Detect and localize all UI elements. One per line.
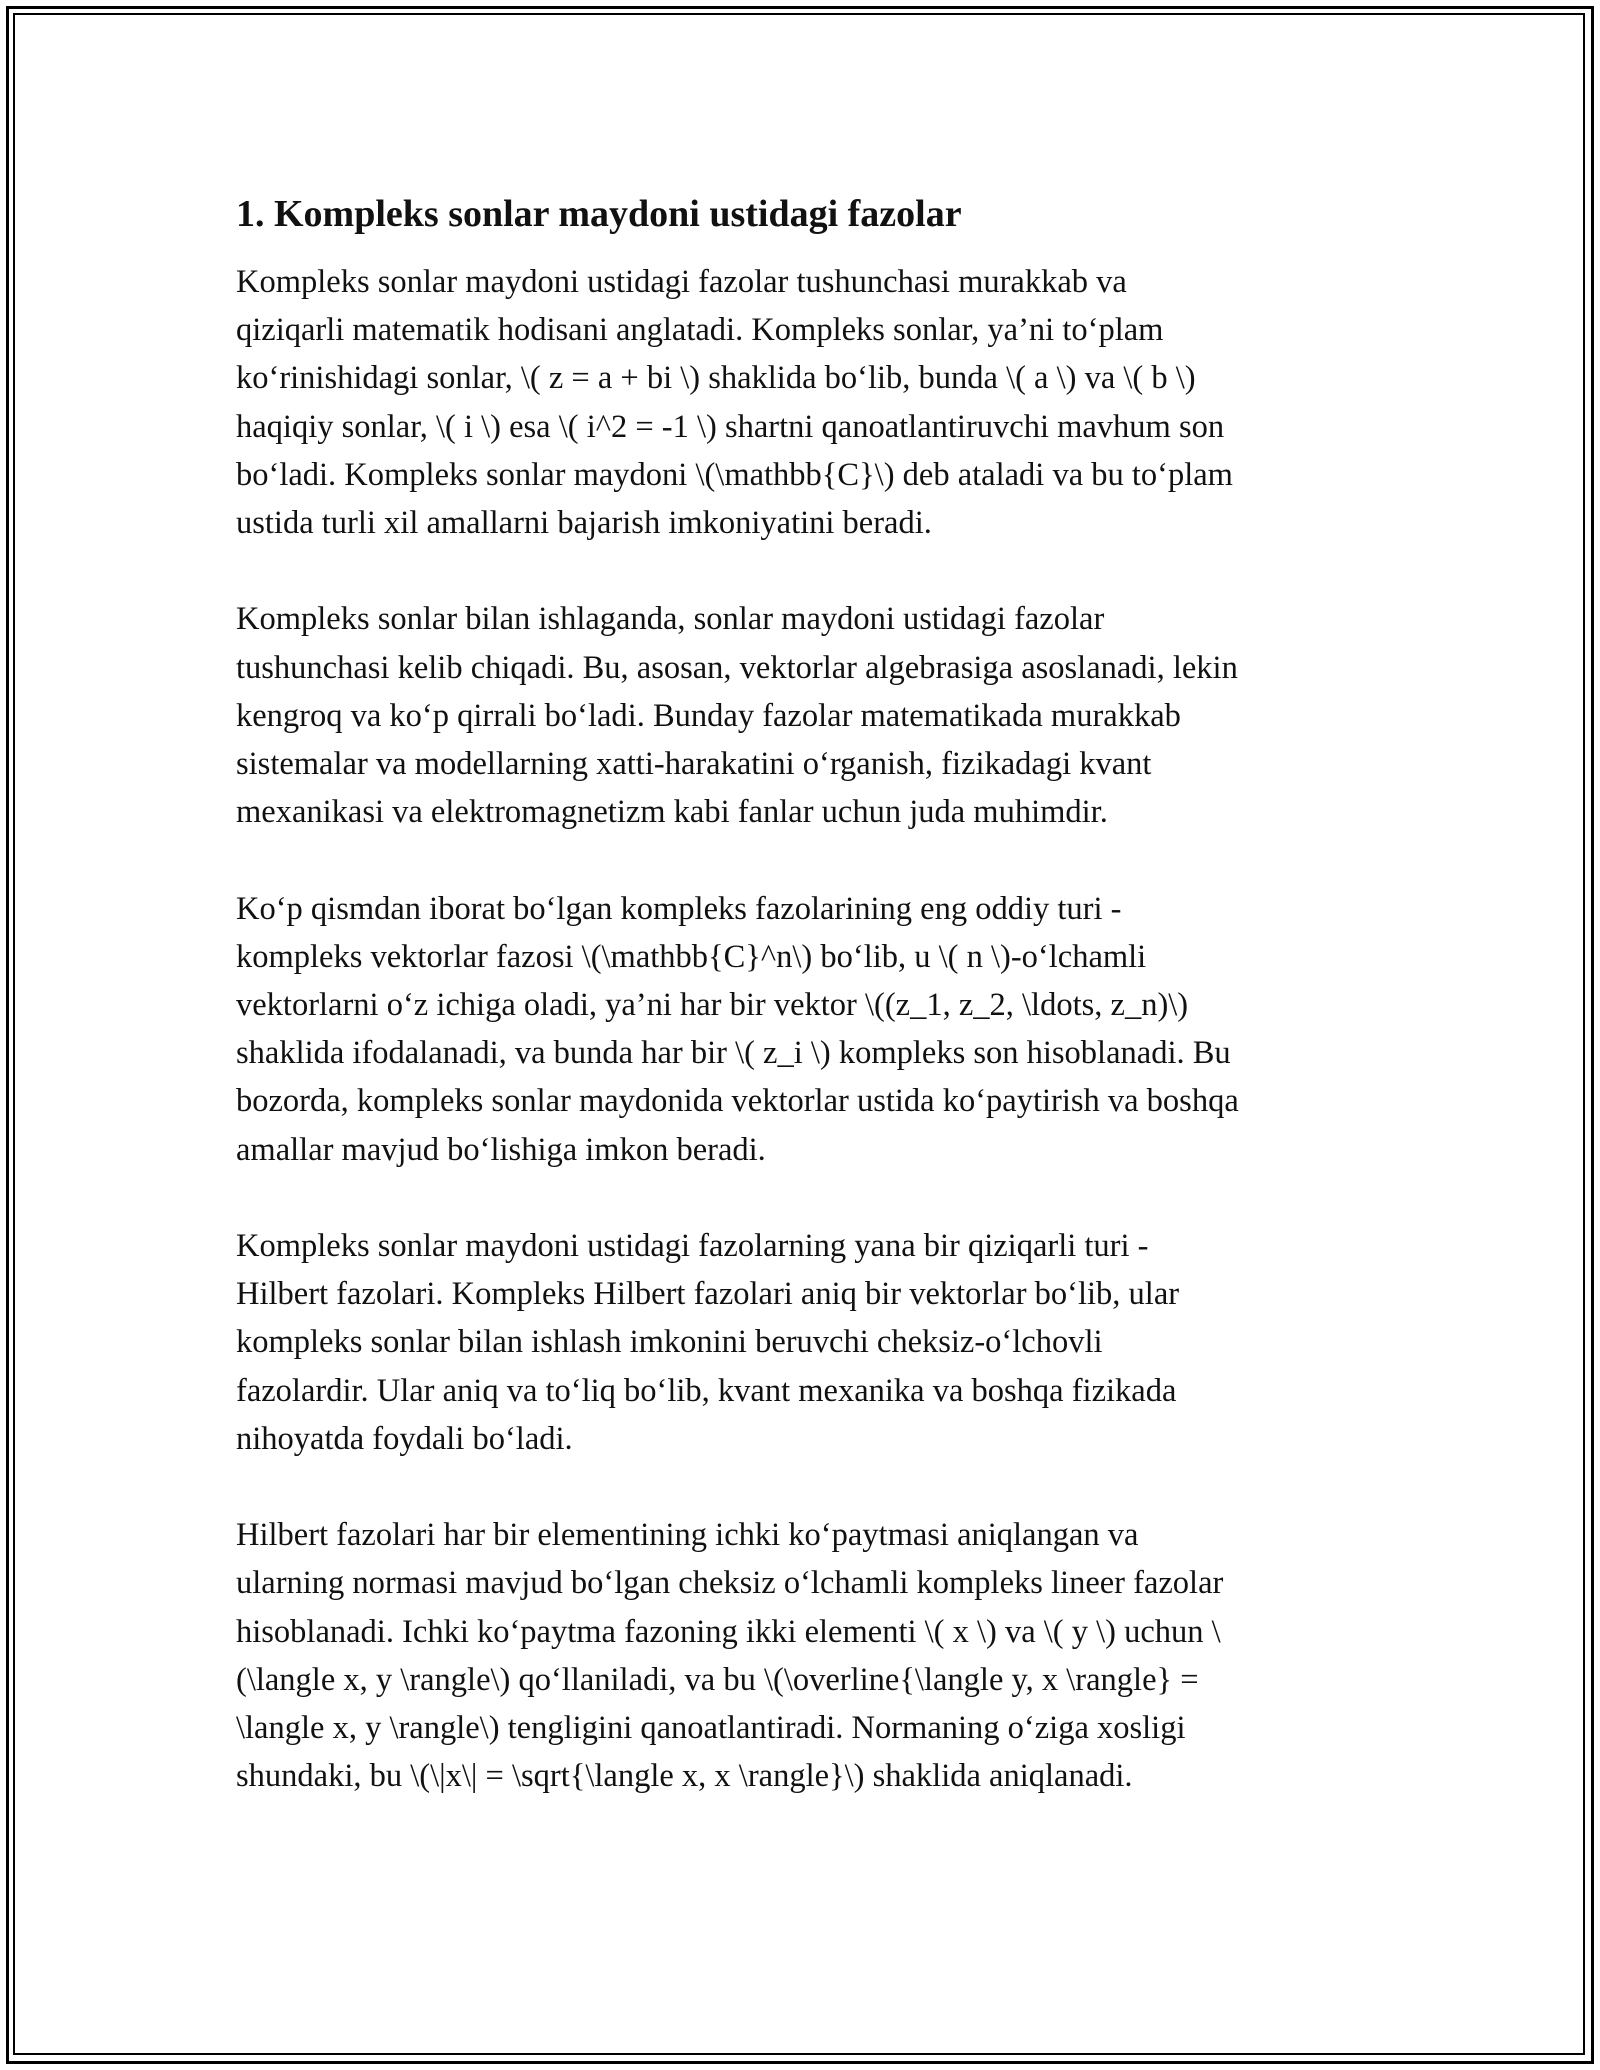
text-line: ustida turli xil amallarni bajarish imkoniyatini beradi.	[236, 505, 932, 542]
text-line: ularning normasi mavjud bo‘lgan cheksiz o‘lchamli kompleks lineer fazolar	[236, 1565, 1224, 1602]
text-line: qiziqarli matematik hodisani anglatadi. Kompleks sonlar, ya’ni to‘plam	[236, 312, 1164, 349]
text-line: hisoblanadi. Ichki ko‘paytma fazoning ikki elementi \( x \) va \( y \) uchun \	[236, 1613, 1221, 1650]
text-line: Ko‘p qismdan iborat bo‘lgan kompleks fazolarining eng oddiy turi -	[236, 890, 1122, 927]
text-line: kengroq va ko‘p qirrali bo‘ladi. Bunday fazolar matematikada murakkab	[236, 697, 1181, 734]
text-line: kompleks vektorlar fazosi \(\mathbb{C}^n\) bo‘lib, u \( n \)-o‘lchamli	[236, 938, 1147, 975]
text-line: bozorda, kompleks sonlar maydonida vektorlar ustida ko‘paytirish va boshqa	[236, 1083, 1239, 1120]
text-line: Kompleks sonlar maydoni ustidagi fazolar tushunchasi murakkab va	[236, 264, 1127, 300]
paragraph-4	[236, 1222, 1376, 1463]
paragraph-1	[236, 258, 1376, 547]
text-line: fazolardir. Ular aniq va to‘liq bo‘lib, kvant mexanika va boshqa fizikada	[236, 1372, 1177, 1409]
text-line: bo‘ladi. Kompleks sonlar maydoni \(\mathbb{C}\) deb ataladi va bu to‘plam	[236, 456, 1233, 493]
text-line: Kompleks sonlar maydoni ustidagi fazolarning yana bir qiziqarli turi -	[236, 1228, 1149, 1265]
text-line: nihoyatda foydali bo‘ladi.	[236, 1420, 573, 1457]
paragraph-3	[236, 885, 1376, 1174]
text-line: Kompleks sonlar bilan ishlaganda, sonlar maydoni ustidagi fazolar	[236, 601, 1105, 638]
text-line: (\langle x, y \rangle\) qo‘llaniladi, va bu \(\overline{\langle y, x \rangle} =	[236, 1661, 1199, 1698]
paragraph-5	[236, 1511, 1376, 1800]
text-line: tushunchasi kelib chiqadi. Bu, asosan, vektorlar algebrasiga asoslanadi, lekin	[236, 649, 1238, 686]
text-line: vektorlarni o‘z ichiga oladi, ya’ni har bir vektor \((z_1, z_2, \ldots, z_n)\)	[236, 987, 1189, 1024]
text-line: shaklida ifodalanadi, va bunda har bir \( z_i \) kompleks son hisoblanadi. Bu	[236, 1035, 1231, 1072]
text-line: kompleks sonlar bilan ishlash imkonini beruvchi cheksiz-o‘lchovli	[236, 1324, 1103, 1361]
text-line: Hilbert fazolari. Kompleks Hilbert fazolari aniq bir vektorlar bo‘lib, ular	[236, 1276, 1180, 1313]
text-line: sistemalar va modellarning xatti-harakatini o‘rganish, fizikadagi kvant	[236, 746, 1152, 783]
text-line: ko‘rinishidagi sonlar, \( z = a + bi \) shaklida bo‘lib, bunda \( a \) va \( b \)	[236, 360, 1196, 397]
paragraph-2	[236, 595, 1376, 836]
text-line: \langle x, y \rangle\) tengligini qanoatlantiradi. Normaning o‘ziga xosligi	[236, 1710, 1186, 1747]
text-line: Hilbert fazolari har bir elementining ichki ko‘paytmasi aniqlangan va	[236, 1517, 1139, 1554]
text-line: haqiqiy sonlar, \( i \) esa \( i^2 = -1 \) shartni qanoatlantiruvchi mavhum son	[236, 408, 1225, 445]
section-heading: 1. Kompleks sonlar maydoni ustidagi fazolar	[236, 193, 962, 235]
text-line: mexanikasi va elektromagnetizm kabi fanlar uchun juda muhimdir.	[236, 794, 1108, 831]
text-line: shundaki, bu \(\|x\| = \sqrt{\langle x, x \rangle}\) shaklida aniqlanadi.	[236, 1758, 1133, 1795]
text-line: amallar mavjud bo‘lishiga imkon beradi.	[236, 1131, 766, 1168]
document-body	[236, 188, 1376, 1849]
